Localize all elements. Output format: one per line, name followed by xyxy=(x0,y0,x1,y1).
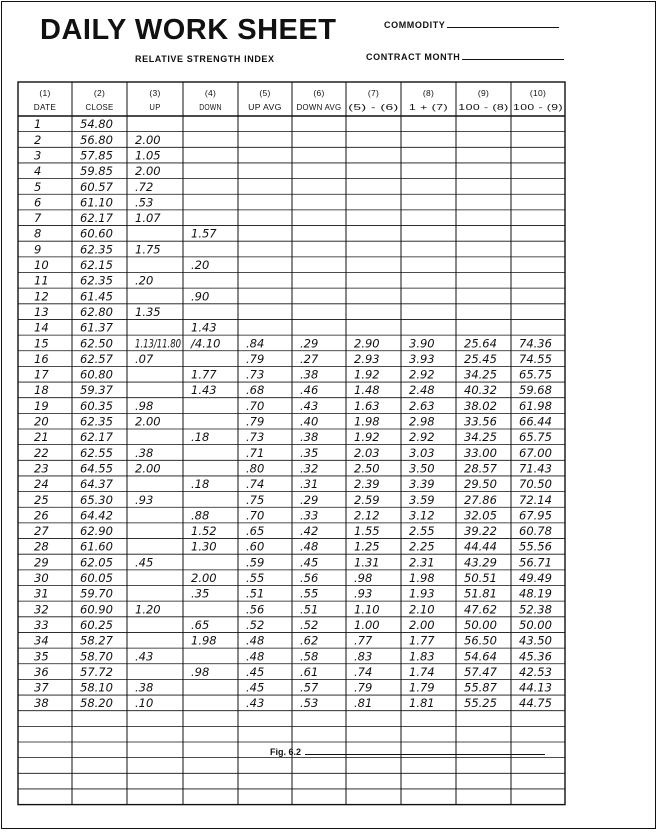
cell-r28-c8: 2.25 xyxy=(409,539,435,554)
commodity-label: COMMODITY xyxy=(384,20,446,30)
cell-r21-c8: 2.92 xyxy=(409,430,435,445)
column-header-1: DATE xyxy=(33,102,57,112)
cell-r34-c4: 1.98 xyxy=(191,633,217,648)
cell-r22-c8: 3.03 xyxy=(409,445,435,460)
cell-r37-c8: 1.79 xyxy=(409,680,435,695)
cell-r37-c9: 55.87 xyxy=(464,680,497,695)
cell-r30-c9: 50.51 xyxy=(464,571,497,585)
cell-r6-c1: 6 xyxy=(34,195,42,210)
cell-r32-c8: 2.10 xyxy=(409,602,435,617)
cell-r35-c7: .83 xyxy=(354,649,373,664)
cell-r15-c10: 74.36 xyxy=(519,336,552,351)
cell-r16-c1: 16 xyxy=(34,351,49,366)
cell-r29-c5: .59 xyxy=(246,555,265,570)
cell-r38-c2: 58.20 xyxy=(80,696,113,711)
cell-r33-c1: 33 xyxy=(34,617,49,632)
cell-r17-c6: .38 xyxy=(300,367,319,382)
cell-r25-c2: 65.30 xyxy=(80,492,113,507)
cell-r17-c1: 17 xyxy=(34,367,49,382)
cell-r16-c8: 3.93 xyxy=(409,351,435,366)
cell-r8-c1: 8 xyxy=(34,226,42,241)
cell-r17-c9: 34.25 xyxy=(464,367,497,382)
cell-r23-c9: 28.57 xyxy=(464,461,497,476)
cell-r30-c8: 1.98 xyxy=(409,571,435,585)
cell-r18-c1: 18 xyxy=(34,383,49,398)
cell-r20-c3: 2.00 xyxy=(135,414,161,429)
cell-r29-c1: 29 xyxy=(34,555,49,570)
cell-r26-c5: .70 xyxy=(246,508,265,523)
cell-r38-c10: 44.75 xyxy=(519,696,552,711)
cell-r38-c3: .10 xyxy=(135,696,154,711)
cell-r28-c1: 28 xyxy=(34,539,49,554)
cell-r24-c8: 3.39 xyxy=(409,477,435,492)
cell-r24-c4: .18 xyxy=(191,477,210,492)
cell-r20-c9: 33.56 xyxy=(464,414,497,429)
cell-r15-c4: /4.10 xyxy=(191,336,221,351)
cell-r5-c2: 60.57 xyxy=(80,179,113,194)
cell-r25-c8: 3.59 xyxy=(409,492,435,507)
page-subtitle: RELATIVE STRENGTH INDEX xyxy=(135,54,275,64)
cell-r7-c1: 7 xyxy=(34,211,42,226)
cell-r28-c6: .48 xyxy=(300,539,319,554)
cell-r23-c6: .32 xyxy=(300,461,319,476)
cell-r10-c1: 10 xyxy=(34,258,49,272)
cell-r28-c10: 55.56 xyxy=(519,539,552,554)
cell-r20-c7: 1.98 xyxy=(354,414,380,429)
cell-r15-c7: 2.90 xyxy=(354,336,380,351)
cell-r9-c1: 9 xyxy=(34,242,42,257)
cell-r9-c3: 1.75 xyxy=(135,242,161,257)
cell-r36-c8: 1.74 xyxy=(409,664,435,679)
cell-r26-c1: 26 xyxy=(34,508,49,523)
cell-r28-c5: .60 xyxy=(246,539,265,554)
cell-r28-c4: 1.30 xyxy=(191,539,217,554)
cell-r26-c6: .33 xyxy=(300,508,319,523)
cell-r24-c2: 64.37 xyxy=(80,477,113,492)
cell-r16-c2: 62.57 xyxy=(80,351,113,366)
cell-r35-c1: 35 xyxy=(34,649,49,664)
cell-r19-c8: 2.63 xyxy=(409,398,435,413)
cell-r21-c6: .38 xyxy=(300,430,319,445)
cell-r37-c1: 37 xyxy=(34,680,49,695)
cell-r14-c2: 61.37 xyxy=(80,320,113,335)
cell-r27-c7: 1.55 xyxy=(354,524,380,539)
cell-r15-c3: 1.13/11.80 xyxy=(135,336,181,351)
cell-r33-c10: 50.00 xyxy=(519,617,552,632)
column-number-2: (2) xyxy=(93,88,106,98)
cell-r22-c3: .38 xyxy=(135,445,154,460)
cell-r22-c2: 62.55 xyxy=(80,445,113,460)
figure-label: Fig. 6.2 xyxy=(270,747,302,757)
cell-r36-c10: 42.53 xyxy=(519,664,552,679)
cell-r6-c2: 61.10 xyxy=(80,195,113,210)
cell-r13-c3: 1.35 xyxy=(135,304,161,319)
cell-r36-c2: 57.72 xyxy=(80,664,113,679)
cell-r25-c5: .75 xyxy=(246,492,265,507)
cell-r4-c3: 2.00 xyxy=(135,164,161,179)
cell-r37-c7: .79 xyxy=(354,680,373,695)
cell-r23-c2: 64.55 xyxy=(80,461,113,476)
cell-r38-c8: 1.81 xyxy=(409,696,435,711)
cell-r32-c3: 1.20 xyxy=(135,602,161,617)
cell-r26-c7: 2.12 xyxy=(354,508,380,523)
cell-r35-c10: 45.36 xyxy=(519,649,552,664)
column-header-6: DOWN AVG xyxy=(296,102,342,112)
cell-r18-c6: .46 xyxy=(300,383,319,398)
cell-r21-c4: .18 xyxy=(191,430,210,445)
cell-r33-c5: .52 xyxy=(246,617,265,632)
cell-r30-c10: 49.49 xyxy=(519,571,552,585)
cell-r7-c3: 1.07 xyxy=(135,211,161,226)
cell-r36-c6: .61 xyxy=(300,664,319,679)
cell-r16-c10: 74.55 xyxy=(519,351,552,366)
cell-r23-c10: 71.43 xyxy=(519,461,552,476)
cell-r27-c6: .42 xyxy=(300,524,319,539)
cell-r21-c9: 34.25 xyxy=(464,430,497,445)
cell-r20-c8: 2.98 xyxy=(409,414,435,429)
page-title: DAILY WORK SHEET xyxy=(40,14,337,46)
cell-r4-c2: 59.85 xyxy=(80,164,113,179)
cell-r5-c3: .72 xyxy=(135,179,154,194)
cell-r17-c2: 60.80 xyxy=(80,367,113,382)
cell-r30-c2: 60.05 xyxy=(80,571,113,585)
cell-r26-c10: 67.95 xyxy=(519,508,552,523)
cell-r11-c2: 62.35 xyxy=(80,273,113,288)
cell-r29-c2: 62.05 xyxy=(80,555,113,570)
cell-r19-c5: .70 xyxy=(246,398,265,413)
cell-r26-c8: 3.12 xyxy=(409,508,435,523)
cell-r37-c5: .45 xyxy=(246,680,265,695)
cell-r5-c1: 5 xyxy=(34,179,42,194)
cell-r27-c8: 2.55 xyxy=(409,524,435,539)
cell-r16-c3: .07 xyxy=(135,351,154,366)
cell-r20-c2: 62.35 xyxy=(80,414,113,429)
cell-r29-c7: 1.31 xyxy=(354,555,380,570)
cell-r9-c2: 62.35 xyxy=(80,242,113,257)
cell-r36-c9: 57.47 xyxy=(464,664,497,679)
cell-r2-c2: 56.80 xyxy=(80,132,113,147)
cell-r6-c3: .53 xyxy=(135,195,154,210)
cell-r20-c10: 66.44 xyxy=(519,414,552,429)
cell-r38-c1: 38 xyxy=(34,696,49,711)
column-header-2: CLOSE xyxy=(85,102,114,112)
column-number-1: (1) xyxy=(39,88,51,98)
cell-r35-c8: 1.83 xyxy=(409,649,435,664)
cell-r20-c5: .79 xyxy=(246,414,265,429)
cell-r36-c7: .74 xyxy=(354,664,373,679)
cell-r1-c1: 1 xyxy=(34,117,42,132)
cell-r16-c5: .79 xyxy=(246,351,265,366)
cell-r20-c1: 20 xyxy=(34,414,49,429)
cell-r25-c1: 25 xyxy=(34,492,49,507)
cell-r36-c1: 36 xyxy=(34,664,49,679)
cell-r24-c9: 29.50 xyxy=(464,477,497,492)
cell-r33-c9: 50.00 xyxy=(464,617,497,632)
cell-r34-c2: 58.27 xyxy=(80,633,113,648)
cell-r35-c9: 54.64 xyxy=(464,649,497,664)
column-number-7: (7) xyxy=(367,88,380,98)
cell-r38-c9: 55.25 xyxy=(464,696,497,711)
column-number-10: (10) xyxy=(529,88,547,98)
cell-r23-c1: 23 xyxy=(34,461,49,476)
cell-r18-c4: 1.43 xyxy=(191,383,217,398)
cell-r19-c10: 61.98 xyxy=(519,398,552,413)
cell-r34-c5: .48 xyxy=(246,633,265,648)
cell-r19-c2: 60.35 xyxy=(80,398,113,413)
cell-r33-c8: 2.00 xyxy=(409,617,435,632)
cell-r27-c2: 62.90 xyxy=(80,524,113,539)
cell-r33-c7: 1.00 xyxy=(354,617,380,632)
cell-r21-c10: 65.75 xyxy=(519,430,552,445)
cell-r24-c5: .74 xyxy=(246,477,265,492)
contract-month-label: CONTRACT MONTH xyxy=(366,52,461,62)
column-header-10: 100 - (9) xyxy=(513,102,563,112)
cell-r38-c7: .81 xyxy=(354,696,373,711)
cell-r31-c6: .55 xyxy=(300,586,319,601)
cell-r15-c1: 15 xyxy=(34,336,49,351)
cell-r11-c1: 11 xyxy=(34,273,49,288)
cell-r32-c9: 47.62 xyxy=(464,602,497,617)
column-number-9: (9) xyxy=(477,88,490,98)
cell-r34-c8: 1.77 xyxy=(409,633,435,648)
column-header-5: UP AVG xyxy=(248,102,282,112)
cell-r3-c1: 3 xyxy=(34,148,42,163)
cell-r35-c5: .48 xyxy=(246,649,265,664)
column-number-3: (3) xyxy=(149,88,161,98)
cell-r38-c6: .53 xyxy=(300,696,319,711)
cell-r37-c10: 44.13 xyxy=(519,680,552,695)
column-number-8: (8) xyxy=(422,88,435,98)
cell-r22-c9: 33.00 xyxy=(464,445,497,460)
cell-r28-c9: 44.44 xyxy=(464,539,497,554)
cell-r21-c5: .73 xyxy=(246,430,265,445)
column-number-5: (5) xyxy=(259,88,271,98)
cell-r24-c10: 70.50 xyxy=(519,477,552,492)
cell-r32-c10: 52.38 xyxy=(519,602,552,617)
cell-r22-c10: 67.00 xyxy=(519,445,552,460)
cell-r25-c7: 2.59 xyxy=(354,492,380,507)
cell-r32-c6: .51 xyxy=(300,602,319,617)
cell-r17-c8: 2.92 xyxy=(409,367,435,382)
cell-r30-c4: 2.00 xyxy=(191,571,217,585)
cell-r30-c5: .55 xyxy=(246,571,265,585)
cell-r18-c5: .68 xyxy=(246,383,265,398)
cell-r27-c1: 27 xyxy=(34,524,49,539)
cell-r16-c6: .27 xyxy=(300,351,319,366)
cell-r32-c7: 1.10 xyxy=(354,602,380,617)
cell-r19-c7: 1.63 xyxy=(354,398,380,413)
cell-r31-c10: 48.19 xyxy=(519,586,552,601)
cell-r35-c6: .58 xyxy=(300,649,319,664)
cell-r31-c1: 31 xyxy=(34,586,49,601)
cell-r18-c2: 59.37 xyxy=(80,383,113,398)
cell-r34-c9: 56.50 xyxy=(464,633,497,648)
cell-r14-c4: 1.43 xyxy=(191,320,217,335)
cell-r4-c1: 4 xyxy=(34,164,42,179)
cell-r19-c1: 19 xyxy=(34,398,49,413)
cell-r34-c7: .77 xyxy=(354,633,373,648)
cell-r17-c4: 1.77 xyxy=(191,367,217,382)
cell-r14-c1: 14 xyxy=(34,320,49,335)
column-header-8: 1 + (7) xyxy=(408,102,449,112)
cell-r30-c1: 30 xyxy=(34,571,49,585)
cell-r12-c2: 61.45 xyxy=(80,289,113,304)
cell-r36-c5: .45 xyxy=(246,664,265,679)
cell-r24-c1: 24 xyxy=(34,477,49,492)
cell-r10-c4: .20 xyxy=(191,258,210,272)
cell-r19-c3: .98 xyxy=(135,398,154,413)
cell-r20-c6: .40 xyxy=(300,414,319,429)
cell-r29-c8: 2.31 xyxy=(409,555,435,570)
cell-r26-c4: .88 xyxy=(191,508,210,523)
cell-r16-c9: 25.45 xyxy=(464,351,497,366)
cell-r31-c4: .35 xyxy=(191,586,210,601)
cell-r15-c2: 62.50 xyxy=(80,336,113,351)
column-number-4: (4) xyxy=(204,88,217,98)
cell-r19-c6: .43 xyxy=(300,398,319,413)
cell-r22-c7: 2.03 xyxy=(354,445,380,460)
cell-r12-c4: .90 xyxy=(191,289,210,304)
cell-r15-c5: .84 xyxy=(246,336,265,351)
cell-r34-c10: 43.50 xyxy=(519,633,552,648)
cell-r25-c6: .29 xyxy=(300,492,319,507)
cell-r34-c6: .62 xyxy=(300,633,319,648)
cell-r23-c3: 2.00 xyxy=(135,461,161,476)
cell-r18-c8: 2.48 xyxy=(409,383,435,398)
figure-caption-line xyxy=(305,754,545,755)
cell-r31-c5: .51 xyxy=(246,586,265,601)
cell-r30-c7: .98 xyxy=(354,571,373,585)
cell-r32-c5: .56 xyxy=(246,602,265,617)
cell-r21-c2: 62.17 xyxy=(80,430,113,445)
cell-r24-c7: 2.39 xyxy=(354,477,380,492)
cell-r29-c10: 56.71 xyxy=(519,555,552,570)
cell-r29-c3: .45 xyxy=(135,555,154,570)
cell-r8-c2: 60.60 xyxy=(80,226,113,241)
cell-r37-c3: .38 xyxy=(135,680,154,695)
cell-r31-c9: 51.81 xyxy=(464,586,497,601)
cell-r36-c4: .98 xyxy=(191,664,210,679)
cell-r2-c3: 2.00 xyxy=(135,132,161,147)
cell-r23-c7: 2.50 xyxy=(354,461,380,476)
cell-r19-c9: 38.02 xyxy=(464,398,497,413)
cell-r23-c8: 3.50 xyxy=(409,461,435,476)
column-header-9: 100 - (8) xyxy=(458,102,509,112)
cell-r8-c4: 1.57 xyxy=(191,226,217,241)
cell-r25-c10: 72.14 xyxy=(519,492,552,507)
cell-r18-c10: 59.68 xyxy=(519,383,552,398)
cell-r31-c2: 59.70 xyxy=(80,586,113,601)
cell-r30-c6: .56 xyxy=(300,571,319,585)
cell-r16-c7: 2.93 xyxy=(354,351,380,366)
cell-r11-c3: .20 xyxy=(135,273,154,288)
cell-r22-c5: .71 xyxy=(246,445,265,460)
cell-r26-c9: 32.05 xyxy=(464,508,497,523)
column-header-3: UP xyxy=(149,102,161,112)
cell-r22-c1: 22 xyxy=(34,445,49,460)
cell-r33-c2: 60.25 xyxy=(80,617,113,632)
cell-r3-c2: 57.85 xyxy=(80,148,113,163)
cell-r32-c2: 60.90 xyxy=(80,602,113,617)
cell-r3-c3: 1.05 xyxy=(135,148,161,163)
cell-r27-c4: 1.52 xyxy=(191,524,217,539)
cell-r29-c6: .45 xyxy=(300,555,319,570)
cell-r37-c2: 58.10 xyxy=(80,680,113,695)
cell-r29-c9: 43.29 xyxy=(464,555,497,570)
cell-r15-c8: 3.90 xyxy=(409,336,435,351)
column-header-7: (5) - (6) xyxy=(348,102,399,112)
cell-r2-c1: 2 xyxy=(34,132,42,147)
cell-r25-c3: .93 xyxy=(135,492,154,507)
cell-r24-c6: .31 xyxy=(300,477,319,492)
cell-r10-c2: 62.15 xyxy=(80,258,113,272)
cell-r31-c7: .93 xyxy=(354,586,373,601)
column-number-6: (6) xyxy=(313,88,325,98)
cell-r13-c1: 13 xyxy=(34,304,49,319)
cell-r25-c9: 27.86 xyxy=(464,492,497,507)
cell-r38-c5: .43 xyxy=(246,696,265,711)
cell-r17-c7: 1.92 xyxy=(354,367,380,382)
cell-r28-c7: 1.25 xyxy=(354,539,380,554)
cell-r7-c2: 62.17 xyxy=(80,211,113,226)
cell-r35-c2: 58.70 xyxy=(80,649,113,664)
cell-r27-c10: 60.78 xyxy=(519,524,552,539)
cell-r1-c2: 54.80 xyxy=(80,117,113,132)
column-header-4: DOWN xyxy=(199,102,222,112)
cell-r17-c10: 65.75 xyxy=(519,367,552,382)
cell-r21-c1: 21 xyxy=(34,430,49,445)
cell-r31-c8: 1.93 xyxy=(409,586,435,601)
cell-r15-c6: .29 xyxy=(300,336,319,351)
cell-r28-c2: 61.60 xyxy=(80,539,113,554)
cell-r12-c1: 12 xyxy=(34,289,49,304)
cell-r33-c6: .52 xyxy=(300,617,319,632)
cell-r27-c9: 39.22 xyxy=(464,524,497,539)
cell-r33-c4: .65 xyxy=(191,617,210,632)
figure-caption xyxy=(270,747,545,757)
cell-r37-c6: .57 xyxy=(300,680,319,695)
cell-r35-c3: .43 xyxy=(135,649,154,664)
cell-r22-c6: .35 xyxy=(300,445,319,460)
cell-r27-c5: .65 xyxy=(246,524,265,539)
cell-r17-c5: .73 xyxy=(246,367,265,382)
cell-r18-c9: 40.32 xyxy=(464,383,497,398)
cell-r32-c1: 32 xyxy=(34,602,49,617)
cell-r21-c7: 1.92 xyxy=(354,430,380,445)
cell-r15-c9: 25.64 xyxy=(464,336,497,351)
cell-r26-c2: 64.42 xyxy=(80,508,113,523)
cell-r18-c7: 1.48 xyxy=(354,383,380,398)
cell-r13-c2: 62.80 xyxy=(80,304,113,319)
cell-r34-c1: 34 xyxy=(34,633,49,648)
cell-r23-c5: .80 xyxy=(246,461,265,476)
